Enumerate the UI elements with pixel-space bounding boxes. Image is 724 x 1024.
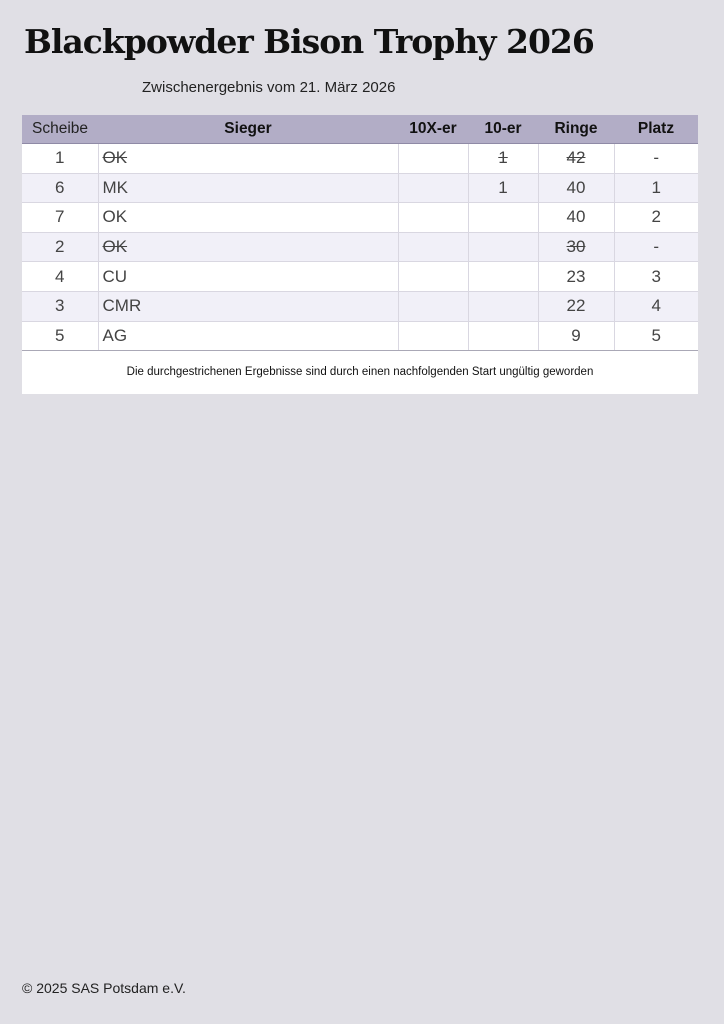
- cell-platz: -: [614, 144, 698, 174]
- cell-x10: [398, 262, 468, 292]
- cell-scheibe: 5: [22, 321, 98, 351]
- cell-ten: [468, 291, 538, 321]
- cell-sieger: MK: [98, 173, 398, 203]
- cell-x10: [398, 321, 468, 351]
- cell-ringe: 42: [538, 144, 614, 174]
- copyright-footer: © 2025 SAS Potsdam e.V.: [22, 980, 186, 996]
- table-row: [22, 262, 698, 292]
- cell-platz: 1: [614, 173, 698, 203]
- cell-sieger: OK: [98, 232, 398, 262]
- page-subtitle: Zwischenergebnis vom 21. März 2026: [142, 79, 396, 96]
- cell-ten: [468, 321, 538, 351]
- table-header-row: [22, 115, 698, 144]
- cell-ten: 1: [468, 173, 538, 203]
- cell-sieger: CU: [98, 262, 398, 292]
- cell-sieger: OK: [98, 203, 398, 233]
- table-row: [22, 203, 698, 233]
- header-ringe: Ringe: [538, 115, 614, 144]
- cell-scheibe: 6: [22, 173, 98, 203]
- header-sieger: Sieger: [98, 115, 398, 144]
- cell-x10: [398, 203, 468, 233]
- table-row: [22, 321, 698, 351]
- header-platz: Platz: [614, 115, 698, 144]
- invalid-results-note: Die durchgestrichenen Ergebnisse sind durch einen nachfolgenden Start ungültig geworden: [126, 366, 594, 378]
- cell-platz: -: [614, 232, 698, 262]
- page-title: Blackpowder Bison Trophy 2026: [24, 22, 594, 61]
- cell-platz: 3: [614, 262, 698, 292]
- cell-x10: [398, 144, 468, 174]
- results-panel: [22, 115, 698, 394]
- table-row: [22, 144, 698, 174]
- cell-scheibe: 3: [22, 291, 98, 321]
- cell-sieger: OK: [98, 144, 398, 174]
- header-10er: 10-er: [468, 115, 538, 144]
- cell-ringe: 23: [538, 262, 614, 292]
- cell-ten: [468, 232, 538, 262]
- header-10x: 10X-er: [398, 115, 468, 144]
- cell-x10: [398, 232, 468, 262]
- cell-ringe: 22: [538, 291, 614, 321]
- cell-ten: [468, 262, 538, 292]
- cell-x10: [398, 291, 468, 321]
- cell-scheibe: 7: [22, 203, 98, 233]
- table-row: [22, 232, 698, 262]
- cell-ringe: 9: [538, 321, 614, 351]
- cell-platz: 2: [614, 203, 698, 233]
- cell-ringe: 40: [538, 173, 614, 203]
- table-row: [22, 173, 698, 203]
- results-table: [22, 115, 698, 351]
- cell-x10: [398, 173, 468, 203]
- cell-platz: 4: [614, 291, 698, 321]
- cell-ringe: 30: [538, 232, 614, 262]
- table-row: [22, 291, 698, 321]
- cell-platz: 5: [614, 321, 698, 351]
- cell-ten: [468, 203, 538, 233]
- cell-ringe: 40: [538, 203, 614, 233]
- cell-scheibe: 4: [22, 262, 98, 292]
- header-scheibe: Scheibe: [22, 115, 98, 144]
- cell-scheibe: 1: [22, 144, 98, 174]
- cell-sieger: AG: [98, 321, 398, 351]
- cell-sieger: CMR: [98, 291, 398, 321]
- cell-ten: 1: [468, 144, 538, 174]
- cell-scheibe: 2: [22, 232, 98, 262]
